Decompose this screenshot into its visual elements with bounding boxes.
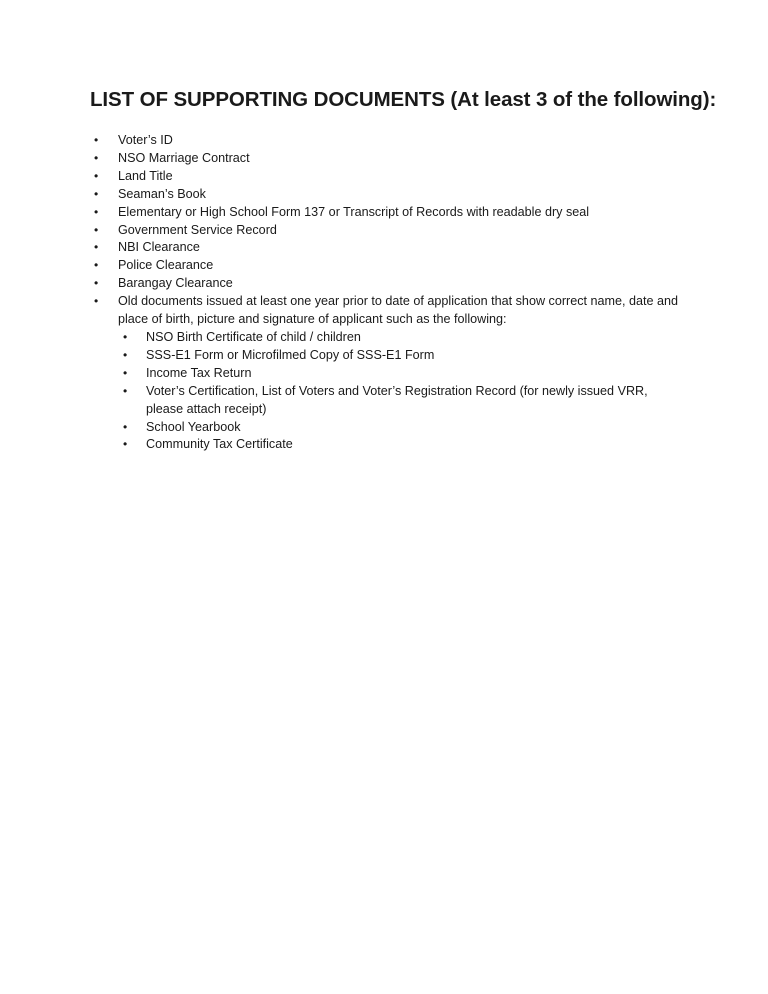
sub-list-item-text: Income Tax Return (146, 365, 252, 380)
bullet-icon: • (94, 222, 99, 237)
sub-list-item (118, 383, 688, 419)
sub-list-item-text: SSS-E1 Form or Microfilmed Copy of SSS-E1 Form (146, 347, 435, 362)
list-item-text: NSO Marriage Contract (118, 150, 250, 165)
sub-list-item-text: School Yearbook (146, 419, 241, 434)
bullet-icon: • (94, 133, 99, 147)
old-documents-sub-list (118, 329, 688, 454)
bullet-icon: • (123, 347, 128, 362)
supporting-documents-list (0, 132, 768, 454)
list-item (0, 186, 768, 204)
list-item-text: Government Service Record (118, 222, 277, 237)
sub-list-item-text: Voter’s Certification, List of Voters and Voter’s Registration Record (for newly issued VRR, please attach receipt) (146, 383, 648, 416)
list-item (0, 275, 768, 293)
sub-list-item (118, 365, 688, 383)
list-item-text: Old documents issued at least one year prior to date of application that show correct name, date and place of birth, picture and signature of applicant such as the following: (118, 294, 679, 327)
sub-list-item (118, 329, 688, 347)
document-title: LIST OF SUPPORTING DOCUMENTS (At least 3 of the following): (90, 88, 717, 111)
bullet-icon: • (94, 258, 99, 273)
list-item (0, 150, 768, 168)
list-item (0, 222, 768, 240)
bullet-icon: • (94, 294, 99, 309)
list-item-text: NBI Clearance (118, 240, 200, 255)
sub-list-item (118, 436, 688, 454)
list-item (0, 293, 768, 454)
bullet-icon: • (123, 365, 128, 380)
list-item (0, 239, 768, 257)
bullet-icon: • (94, 168, 99, 183)
bullet-icon: • (94, 204, 99, 219)
list-item-text: Seaman’s Book (118, 186, 206, 201)
bullet-icon: • (94, 150, 99, 165)
list-item (0, 132, 768, 150)
list-item-text: Land Title (118, 168, 173, 183)
list-item-text: Voter’s ID (118, 133, 173, 147)
list-item-text: Barangay Clearance (118, 276, 233, 291)
sub-list-item-text: NSO Birth Certificate of child / children (146, 329, 361, 344)
sub-list-item-text: Community Tax Certificate (146, 437, 293, 452)
bullet-icon: • (123, 419, 128, 434)
list-item-text: Police Clearance (118, 258, 214, 273)
bullet-icon: • (123, 437, 128, 452)
bullet-icon: • (94, 276, 99, 291)
list-item (0, 204, 768, 222)
list-item (0, 257, 768, 275)
list-item (0, 168, 768, 186)
bullet-icon: • (123, 329, 128, 344)
list-item-text: Elementary or High School Form 137 or Transcript of Records with readable dry seal (118, 204, 590, 219)
bullet-icon: • (94, 186, 99, 201)
sub-list-item (118, 419, 688, 437)
bullet-icon: • (123, 383, 128, 398)
sub-list-item (118, 347, 688, 365)
bullet-icon: • (94, 240, 99, 255)
